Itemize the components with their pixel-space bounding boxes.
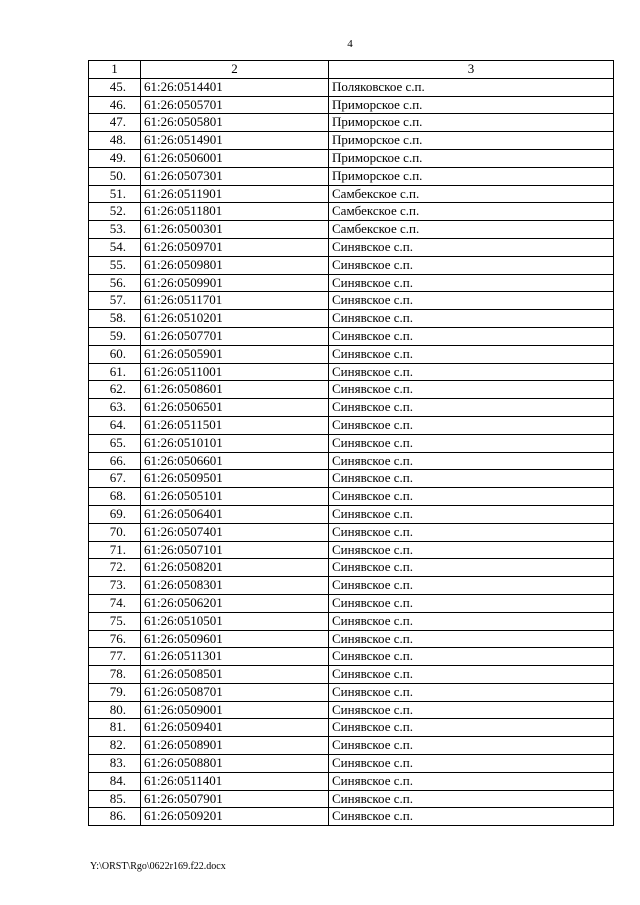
cadastral-number-cell: 61:26:0508901 [141, 737, 329, 755]
table-row [89, 256, 614, 274]
settlement-cell: Синявское с.п. [329, 505, 614, 523]
cadastral-number-cell: 61:26:0510501 [141, 612, 329, 630]
settlement-cell: Приморское с.п. [329, 149, 614, 167]
row-number-cell: 50. [89, 167, 141, 185]
row-number-cell: 58. [89, 310, 141, 328]
cadastral-number-cell: 61:26:0506401 [141, 505, 329, 523]
table-row [89, 808, 614, 826]
row-number-cell: 66. [89, 452, 141, 470]
column-header-2: 2 [141, 61, 329, 79]
cadastral-number-cell: 61:26:0508501 [141, 666, 329, 684]
table-row [89, 683, 614, 701]
row-number-cell: 83. [89, 755, 141, 773]
row-number-cell: 73. [89, 577, 141, 595]
settlement-cell: Приморское с.п. [329, 96, 614, 114]
cadastral-number-cell: 61:26:0511501 [141, 416, 329, 434]
row-number-cell: 56. [89, 274, 141, 292]
table-row [89, 274, 614, 292]
table-row [89, 238, 614, 256]
cadastral-number-cell: 61:26:0509201 [141, 808, 329, 826]
row-number-cell: 70. [89, 523, 141, 541]
column-header-1: 1 [89, 61, 141, 79]
cadastral-number-cell: 61:26:0505101 [141, 488, 329, 506]
row-number-cell: 47. [89, 114, 141, 132]
cadastral-number-cell: 61:26:0509801 [141, 256, 329, 274]
row-number-cell: 60. [89, 345, 141, 363]
footer-file-path: Y:\ORST\Rgo\0622r169.f22.docx [90, 861, 226, 872]
table-row [89, 541, 614, 559]
row-number-cell: 85. [89, 790, 141, 808]
cadastral-number-cell: 61:26:0508301 [141, 577, 329, 595]
column-header-3: 3 [329, 61, 614, 79]
table-row [89, 755, 614, 773]
row-number-cell: 75. [89, 612, 141, 630]
table-row [89, 345, 614, 363]
settlement-cell: Синявское с.п. [329, 345, 614, 363]
row-number-cell: 76. [89, 630, 141, 648]
table-row [89, 701, 614, 719]
table-row [89, 648, 614, 666]
settlement-cell: Синявское с.п. [329, 470, 614, 488]
settlement-cell: Поляковское с.п. [329, 78, 614, 96]
table-header-row [89, 61, 614, 79]
table-row [89, 470, 614, 488]
settlement-cell: Синявское с.п. [329, 363, 614, 381]
settlement-cell: Синявское с.п. [329, 292, 614, 310]
cadastral-number-cell: 61:26:0507101 [141, 541, 329, 559]
row-number-cell: 80. [89, 701, 141, 719]
table-row [89, 452, 614, 470]
table-row [89, 363, 614, 381]
cadastral-number-cell: 61:26:0508601 [141, 381, 329, 399]
settlement-cell: Синявское с.п. [329, 701, 614, 719]
cadastral-number-cell: 61:26:0508201 [141, 559, 329, 577]
row-number-cell: 53. [89, 221, 141, 239]
table-row [89, 221, 614, 239]
table-row [89, 577, 614, 595]
cadastral-number-cell: 61:26:0511701 [141, 292, 329, 310]
cadastral-number-cell: 61:26:0505801 [141, 114, 329, 132]
settlement-cell: Синявское с.п. [329, 434, 614, 452]
cadastral-number-cell: 61:26:0510101 [141, 434, 329, 452]
cadastral-number-cell: 61:26:0509501 [141, 470, 329, 488]
table-row [89, 416, 614, 434]
row-number-cell: 49. [89, 149, 141, 167]
settlement-cell: Синявское с.п. [329, 523, 614, 541]
settlement-cell: Синявское с.п. [329, 310, 614, 328]
settlement-cell: Синявское с.п. [329, 612, 614, 630]
row-number-cell: 65. [89, 434, 141, 452]
cadastral-number-cell: 61:26:0506001 [141, 149, 329, 167]
row-number-cell: 84. [89, 772, 141, 790]
settlement-cell: Синявское с.п. [329, 755, 614, 773]
table-body [89, 78, 614, 825]
row-number-cell: 79. [89, 683, 141, 701]
table-row [89, 114, 614, 132]
cadastral-number-cell: 61:26:0511301 [141, 648, 329, 666]
page-number: 4 [347, 38, 353, 50]
cadastral-number-cell: 61:26:0507701 [141, 327, 329, 345]
row-number-cell: 52. [89, 203, 141, 221]
settlement-cell: Синявское с.п. [329, 683, 614, 701]
settlement-cell: Синявское с.п. [329, 666, 614, 684]
settlement-cell: Синявское с.п. [329, 327, 614, 345]
settlement-cell: Приморское с.п. [329, 114, 614, 132]
cadastral-number-cell: 61:26:0509901 [141, 274, 329, 292]
table-row [89, 434, 614, 452]
table-row [89, 310, 614, 328]
settlement-cell: Синявское с.п. [329, 381, 614, 399]
table-row [89, 666, 614, 684]
table-row [89, 96, 614, 114]
table-row [89, 488, 614, 506]
settlement-cell: Синявское с.п. [329, 238, 614, 256]
table-row [89, 78, 614, 96]
cadastral-number-cell: 61:26:0514401 [141, 78, 329, 96]
settlement-cell: Синявское с.п. [329, 256, 614, 274]
table-row [89, 149, 614, 167]
row-number-cell: 74. [89, 594, 141, 612]
table-row [89, 737, 614, 755]
settlement-cell: Самбекское с.п. [329, 221, 614, 239]
settlement-cell: Синявское с.п. [329, 719, 614, 737]
table-row [89, 612, 614, 630]
row-number-cell: 68. [89, 488, 141, 506]
table-row [89, 772, 614, 790]
cadastral-number-cell: 61:26:0506601 [141, 452, 329, 470]
table-row [89, 523, 614, 541]
row-number-cell: 67. [89, 470, 141, 488]
cadastral-number-cell: 61:26:0507901 [141, 790, 329, 808]
row-number-cell: 63. [89, 399, 141, 417]
settlement-cell: Синявское с.п. [329, 416, 614, 434]
row-number-cell: 51. [89, 185, 141, 203]
cadastral-number-cell: 61:26:0506201 [141, 594, 329, 612]
settlement-cell: Синявское с.п. [329, 808, 614, 826]
row-number-cell: 48. [89, 132, 141, 150]
settlement-cell: Приморское с.п. [329, 132, 614, 150]
cadastral-number-cell: 61:26:0508701 [141, 683, 329, 701]
settlement-cell: Синявское с.п. [329, 274, 614, 292]
table-row [89, 790, 614, 808]
cadastral-number-cell: 61:26:0509601 [141, 630, 329, 648]
row-number-cell: 82. [89, 737, 141, 755]
row-number-cell: 71. [89, 541, 141, 559]
settlement-cell: Синявское с.п. [329, 488, 614, 506]
row-number-cell: 57. [89, 292, 141, 310]
cadastral-number-cell: 61:26:0511401 [141, 772, 329, 790]
row-number-cell: 59. [89, 327, 141, 345]
row-number-cell: 45. [89, 78, 141, 96]
row-number-cell: 54. [89, 238, 141, 256]
cadastral-number-cell: 61:26:0509001 [141, 701, 329, 719]
settlement-cell: Синявское с.п. [329, 559, 614, 577]
table-row [89, 594, 614, 612]
table-row [89, 719, 614, 737]
cadastral-table [88, 60, 614, 826]
row-number-cell: 46. [89, 96, 141, 114]
cadastral-number-cell: 61:26:0511801 [141, 203, 329, 221]
row-number-cell: 64. [89, 416, 141, 434]
cadastral-number-cell: 61:26:0505701 [141, 96, 329, 114]
cadastral-number-cell: 61:26:0509701 [141, 238, 329, 256]
cadastral-number-cell: 61:26:0510201 [141, 310, 329, 328]
table-row [89, 292, 614, 310]
table-row [89, 132, 614, 150]
row-number-cell: 62. [89, 381, 141, 399]
settlement-cell: Синявское с.п. [329, 737, 614, 755]
table-row [89, 399, 614, 417]
row-number-cell: 86. [89, 808, 141, 826]
settlement-cell: Синявское с.п. [329, 648, 614, 666]
row-number-cell: 61. [89, 363, 141, 381]
cadastral-number-cell: 61:26:0500301 [141, 221, 329, 239]
table-row [89, 630, 614, 648]
settlement-cell: Синявское с.п. [329, 577, 614, 595]
settlement-cell: Приморское с.п. [329, 167, 614, 185]
cadastral-number-cell: 61:26:0514901 [141, 132, 329, 150]
settlement-cell: Самбекское с.п. [329, 203, 614, 221]
settlement-cell: Синявское с.п. [329, 541, 614, 559]
cadastral-number-cell: 61:26:0507301 [141, 167, 329, 185]
cadastral-number-cell: 61:26:0511901 [141, 185, 329, 203]
table-row [89, 505, 614, 523]
table-row [89, 167, 614, 185]
table-row [89, 185, 614, 203]
cadastral-number-cell: 61:26:0507401 [141, 523, 329, 541]
table-row [89, 327, 614, 345]
cadastral-number-cell: 61:26:0505901 [141, 345, 329, 363]
row-number-cell: 72. [89, 559, 141, 577]
table-row [89, 203, 614, 221]
cadastral-number-cell: 61:26:0511001 [141, 363, 329, 381]
table-row [89, 381, 614, 399]
cadastral-number-cell: 61:26:0506501 [141, 399, 329, 417]
row-number-cell: 77. [89, 648, 141, 666]
settlement-cell: Синявское с.п. [329, 452, 614, 470]
cadastral-number-cell: 61:26:0508801 [141, 755, 329, 773]
cadastral-number-cell: 61:26:0509401 [141, 719, 329, 737]
settlement-cell: Синявское с.п. [329, 399, 614, 417]
row-number-cell: 78. [89, 666, 141, 684]
row-number-cell: 69. [89, 505, 141, 523]
settlement-cell: Синявское с.п. [329, 772, 614, 790]
settlement-cell: Синявское с.п. [329, 790, 614, 808]
row-number-cell: 81. [89, 719, 141, 737]
row-number-cell: 55. [89, 256, 141, 274]
settlement-cell: Самбекское с.п. [329, 185, 614, 203]
table-row [89, 559, 614, 577]
settlement-cell: Синявское с.п. [329, 594, 614, 612]
settlement-cell: Синявское с.п. [329, 630, 614, 648]
